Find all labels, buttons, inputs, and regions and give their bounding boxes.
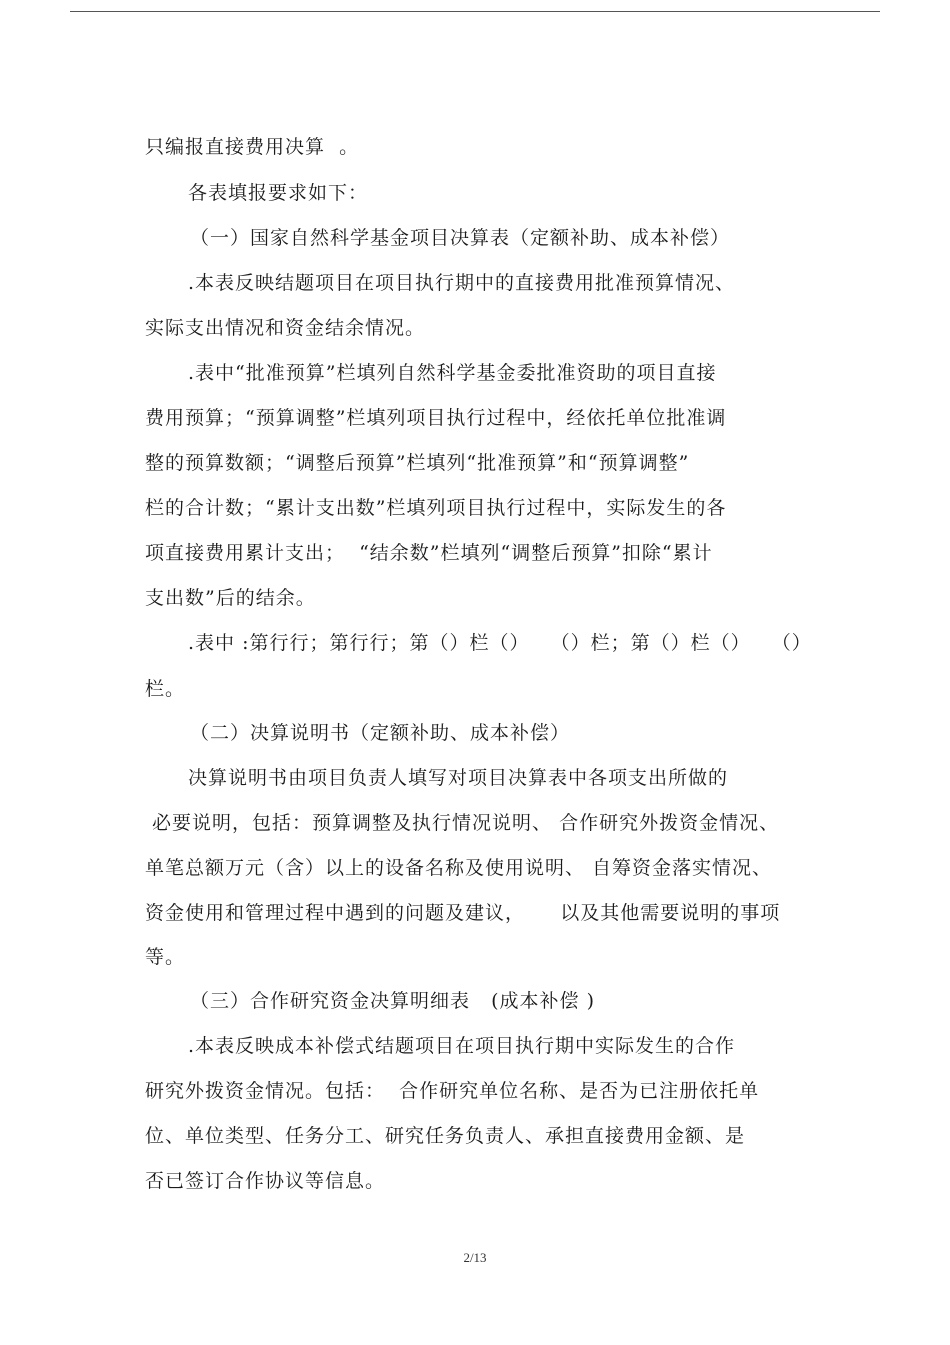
body-line-19: 等。 — [145, 946, 186, 968]
header-rule — [70, 11, 880, 12]
body-line-07: 费用预算；“预算调整”栏填列项目执行过程中，经依托单位批准调 — [145, 407, 727, 429]
section-heading-1: （一）国家自然科学基金项目决算表（定额补助、成本补偿） — [190, 227, 731, 249]
body-line-15: 决算说明书由项目负责人填写对项目决算表中各项支出所做的 — [188, 767, 729, 789]
body-line-11: 支出数”后的结余。 — [145, 587, 316, 609]
body-line-09: 栏的合计数；“累计支出数”栏填列项目执行过程中，实际发生的各 — [145, 497, 727, 519]
body-line-05: 实际支出情况和资金结余情况。 — [145, 317, 426, 339]
section-heading-3: （三）合作研究资金决算明细表 (成本补偿 ) — [190, 990, 595, 1012]
section-heading-2: （二）决算说明书（定额补助、成本补偿） — [190, 722, 571, 744]
body-line-08: 整的预算数额；“调整后预算”栏填列“批准预算”和“预算调整” — [145, 452, 690, 474]
body-line-16: 必要说明，包括：预算调整及执行情况说明、 合作研究外拨资金情况、 — [145, 812, 780, 834]
body-line-04: .本表反映结题项目在项目执行期中的直接费用批准预算情况、 — [188, 272, 736, 294]
body-line-12: .表中 :第行行；第行行；第（）栏（） （）栏；第（）栏（） （） — [188, 632, 812, 654]
body-line-22: 研究外拨资金情况。包括： 合作研究单位名称、是否为已注册依托单 — [145, 1080, 760, 1102]
body-line-02: 各表填报要求如下： — [188, 182, 369, 204]
body-line-24: 否已签订合作协议等信息。 — [145, 1170, 386, 1192]
body-line-13: 栏。 — [145, 678, 186, 700]
body-line-10: 项直接费用累计支出； “结余数”栏填列“调整后预算”扣除“累计 — [145, 542, 713, 564]
body-line-18: 资金使用和管理过程中遇到的问题及建议， 以及其他需要说明的事项 — [145, 902, 781, 924]
page-number: 2/13 — [463, 1250, 487, 1265]
body-line-17: 单笔总额万元（含）以上的设备名称及使用说明、 自筹资金落实情况、 — [145, 857, 773, 879]
body-line-06: .表中“批准预算”栏填列自然科学基金委批准资助的项目直接 — [188, 362, 717, 384]
body-line-23: 位、单位类型、任务分工、研究任务负责人、承担直接费用金额、是 — [145, 1125, 746, 1147]
body-line-21: .本表反映成本补偿式结题项目在项目执行期中实际发生的合作 — [188, 1035, 736, 1057]
body-line-01: 只编报直接费用决算 。 — [145, 136, 360, 158]
